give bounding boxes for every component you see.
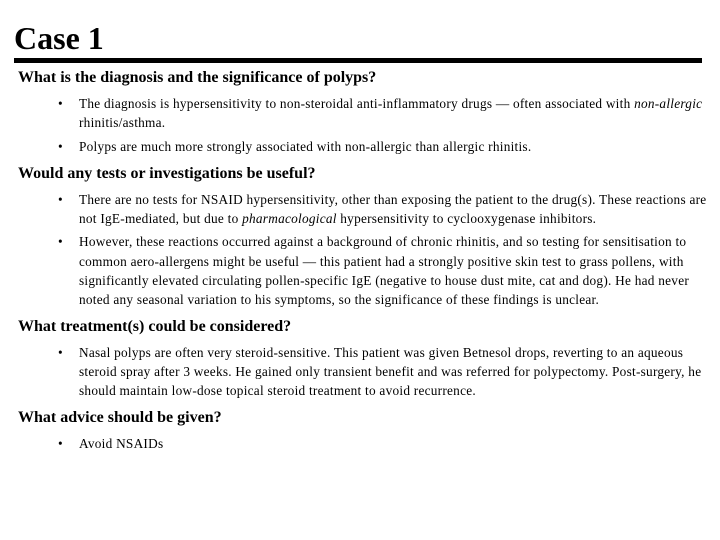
- bullet-item: [18, 434, 716, 453]
- bullet-text-part: The diagnosis is hypersensitivity to non-steroidal anti-inflammatory drugs — often associated with: [79, 96, 635, 111]
- bullet-item: [18, 232, 716, 309]
- slide-content: [18, 68, 716, 453]
- bullet-list: [18, 343, 716, 401]
- bullet-text-part: rhinitis/asthma.: [79, 115, 166, 131]
- bullet-list: [18, 94, 716, 156]
- title-divider: [14, 58, 702, 63]
- question-heading: Would any tests or investigations be useful?: [18, 164, 316, 182]
- section-diagnosis: [18, 68, 716, 156]
- emphasis-text: non-allergic: [634, 96, 703, 111]
- bullet-icon: •: [58, 344, 63, 360]
- bullet-icon: •: [58, 234, 63, 250]
- bullet-icon: •: [58, 138, 63, 154]
- section-advice: [18, 408, 716, 453]
- bullet-icon: •: [58, 96, 63, 111]
- bullet-text: Avoid NSAIDs: [79, 435, 164, 451]
- bullet-text-part: hypersensitivity to cyclooxygenase inhibitors.: [336, 211, 597, 227]
- bullet-icon: •: [58, 191, 63, 207]
- bullet-item: [18, 137, 716, 156]
- bullet-icon: •: [58, 435, 63, 451]
- bullet-list: [18, 190, 716, 310]
- bullet-text-part: There are no tests for NSAID hypersensitivity, other than exposing the patient to the drug(s). These reactions are not IgE-mediated, but due to: [79, 191, 707, 227]
- bullet-text: Nasal polyps are often very steroid-sensitive. This patient was given Betnesol drops, reverting to an aqueous steroid spray after 3 weeks. He gained only transient benefit and was referred for polypectomy. Post-surgery, he should maintain low-dose topical steroid treatment to avoid recurrence.: [79, 344, 702, 399]
- bullet-item: [18, 190, 716, 229]
- question-heading: What advice should be given?: [18, 408, 222, 426]
- emphasis-text: pharmacological: [242, 211, 337, 227]
- question-heading: What treatment(s) could be considered?: [18, 317, 292, 335]
- bullet-list: [18, 434, 716, 453]
- slide-title: Case 1: [14, 20, 104, 56]
- question-heading: What is the diagnosis and the significance of polyps?: [18, 69, 377, 86]
- bullet-item: [18, 343, 716, 401]
- section-treatment: [18, 317, 716, 401]
- section-tests: [18, 164, 716, 310]
- bullet-text: Polyps are much more strongly associated with non-allergic than allergic rhinitis.: [79, 138, 532, 154]
- bullet-text: However, these reactions occurred against a background of chronic rhinitis, and so testing for sensitisation to common aero-allergens might be useful — this patient had a strongly positive skin test to grass pollens, with significantly elevated circulating pollen-specific IgE (negative to house dust mite, cat and dog). He had never noted any seasonal variation to his symptoms, so the significance of these findings is unclear.: [79, 234, 690, 308]
- bullet-item: [18, 94, 716, 133]
